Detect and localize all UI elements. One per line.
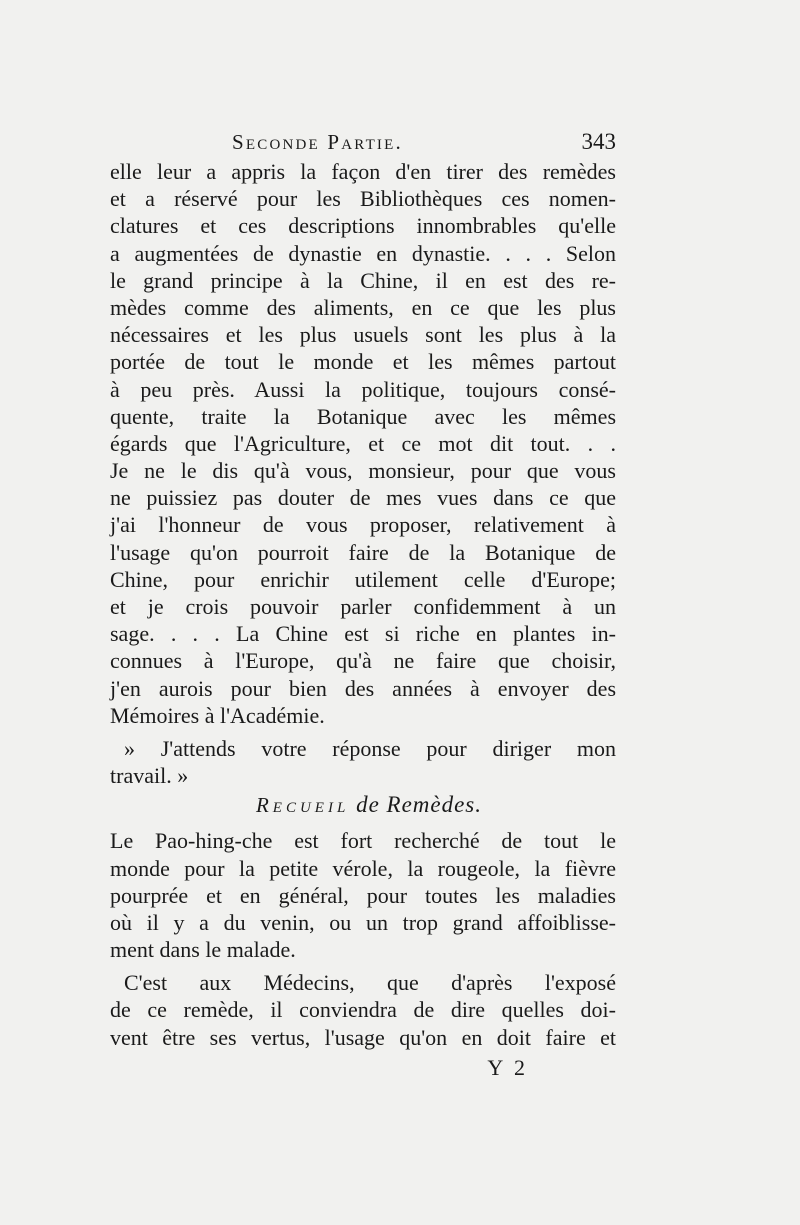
text-line: le grand principe à la Chine, il en est des re- (110, 267, 616, 293)
text-line: Je ne le dis qu'à vous, monsieur, pour que vous (110, 458, 616, 484)
text-line: portée de tout le monde et les mêmes partout (110, 349, 616, 375)
text-line: a augmentées de dynastie en dynastie. . . . Selon (110, 240, 616, 266)
running-head (110, 128, 616, 158)
text-line: C'est aux Médecins, que d'après l'exposé (124, 970, 616, 996)
text-line: pourprée et en général, pour toutes les maladies (110, 882, 616, 908)
text-line: égards que l'Agriculture, et ce mot dit tout. . . (110, 430, 616, 456)
text-line: clatures et ces descriptions innombrables qu'elle (110, 213, 616, 239)
text-line: j'en aurois pour bien des années à envoyer des (110, 675, 616, 701)
page-number: 343 (581, 129, 616, 154)
signature-mark: Y 2 (487, 1054, 528, 1080)
text-line: l'usage qu'on pourroit faire de la Botanique de (110, 539, 616, 565)
text-line: travail. » (110, 763, 189, 789)
closing-paragraph (110, 735, 616, 789)
section-heading-word: Recueil (255, 793, 350, 818)
text-line: » J'attends votre réponse pour diriger mon (124, 735, 616, 761)
remedy-paragraph-1 (110, 827, 616, 963)
text-line: de ce remède, il conviendra de dire quelles doi- (110, 997, 616, 1023)
text-line: et je crois pouvoir parler confidemment à un (110, 594, 616, 619)
text-line: mèdes comme des aliments, en ce que les plus (110, 294, 616, 320)
section-heading-rest: de Remèdes. (349, 792, 483, 818)
text-line: Le Pao-hing-che est fort recherché de tout le (110, 828, 616, 854)
text-line: j'ai l'honneur de vous proposer, relativement à (110, 512, 616, 538)
text-line: elle leur a appris la façon d'en tirer des remèdes (110, 159, 616, 184)
text-line: connues à l'Europe, qu'à ne faire que choisir, (110, 648, 616, 674)
text-line: et a réservé pour les Bibliothèques ces nomen- (110, 186, 616, 212)
text-line: à peu près. Aussi la politique, toujours consé- (110, 376, 616, 402)
text-line: sage. . . . La Chine est si riche en plantes in- (110, 621, 616, 647)
section-heading (110, 789, 616, 821)
text-line: Mémoires à l'Académie. (110, 702, 325, 728)
text-line: Chine, pour enrichir utilement celle d'Europe; (110, 566, 616, 592)
text-line: ment dans le malade. (110, 937, 296, 963)
text-line: ne puissiez pas douter de mes vues dans ce que (110, 485, 616, 511)
remedy-paragraph-2 (110, 969, 616, 1051)
text-line: quente, traite la Botanique avec les mêmes (110, 403, 616, 429)
letter-paragraph (110, 158, 616, 729)
text-line: où il y a du venin, ou un trop grand affoiblisse- (110, 909, 616, 935)
text-line: monde pour la petite vérole, la rougeole, la fièvre (110, 855, 616, 881)
text-line: nécessaires et les plus usuels sont les plus à la (110, 322, 616, 348)
text-block (110, 128, 616, 1083)
text-line: vent être ses vertus, l'usage qu'on en doit faire et (110, 1024, 616, 1050)
running-head-title: Seconde Partie. (232, 130, 403, 154)
